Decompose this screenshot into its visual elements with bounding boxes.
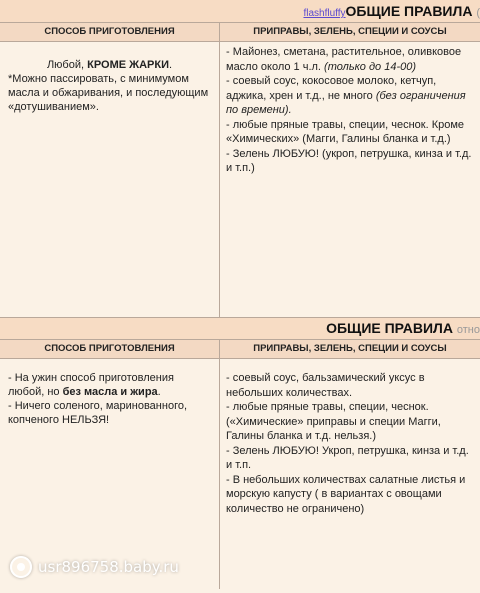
section-2-header-row: [0, 340, 480, 359]
watermark-logo-icon: [10, 556, 32, 578]
method-bold: КРОМЕ ЖАРКИ: [87, 59, 169, 71]
method-suffix: .: [168, 59, 173, 71]
method-line: - На ужин способ приготовления любой, но без масла и жира.: [8, 372, 174, 398]
section-1-body-row: [0, 42, 480, 319]
col-header-seasonings: ПРИПРАВЫ, ЗЕЛЕНЬ, СПЕЦИИ И СОУСЫ: [253, 26, 447, 37]
method-line: - Ничего соленого, маринованного, копченого НЕЛЬЗЯ!: [8, 400, 188, 426]
section-2: [0, 318, 480, 589]
author-link[interactable]: flashfluffy: [303, 8, 346, 19]
section-1-title-tail: (: [476, 7, 480, 19]
method-cell: [0, 42, 220, 319]
col-header-seasonings: ПРИПРАВЫ, ЗЕЛЕНЬ, СПЕЦИИ И СОУСЫ: [253, 343, 447, 354]
section-2-title-tail: отно: [456, 324, 480, 336]
section-1-header-row: [0, 23, 480, 42]
method-line: [8, 58, 211, 72]
col-header-method: СПОСОБ ПРИГОТОВЛЕНИЯ: [0, 23, 220, 41]
section-2-body-row: [0, 359, 480, 589]
section-2-title-bar: [0, 318, 480, 340]
seasonings-cell: [220, 42, 480, 319]
section-1-title: ОБЩИЕ ПРАВИЛА: [345, 3, 473, 19]
seasoning-item: - любые пряные травы, специи, чеснок. Кроме «Химических» (Магги, Галины бланка и т.д.): [226, 118, 465, 145]
seasoning-item: - любые пряные травы, специи, чеснок. («Химические» приправы и специи Магги, Галины бланка и т.д. нельзя.): [226, 401, 441, 442]
seasonings-cell: [220, 359, 480, 589]
seasoning-item: - В небольших количествах салатные листья и морскую капусту ( в вариантах с овощами количество не ограничено): [226, 473, 466, 515]
seasoning-item: - Зелень ЛЮБУЮ! Укроп, петрушка, кинза и т.д. и т.п.: [226, 444, 469, 471]
col-header-method: СПОСОБ ПРИГОТОВЛЕНИЯ: [0, 340, 220, 358]
watermark: [10, 556, 179, 578]
seasoning-item: - Майонез, сметана, растительное, оливковое масло около 1 ч.л. (только до 14-00): [226, 46, 462, 73]
section-1-title-bar: [0, 0, 480, 23]
section-2-title: ОБЩИЕ ПРАВИЛА: [326, 320, 453, 336]
method-cell: [0, 359, 220, 589]
seasoning-item: - соевый соус, кокосовое молоко, кетчуп, аджика, хрен и т.д., не много (без ограничения по времени).: [226, 75, 466, 116]
seasoning-item: - Зелень ЛЮБУЮ! (укроп, петрушка, кинза и т.д. и т.п.): [226, 147, 472, 174]
method-note: *Можно пассировать, с минимумом масла и обжаривания, и последующим «дотушиванием».: [8, 73, 209, 113]
method-prefix: Любой,: [46, 59, 85, 71]
watermark-text: usr896758.baby.ru: [38, 558, 179, 576]
seasoning-item: - соевый соус, бальзамический уксус в небольших количествах.: [226, 372, 425, 399]
